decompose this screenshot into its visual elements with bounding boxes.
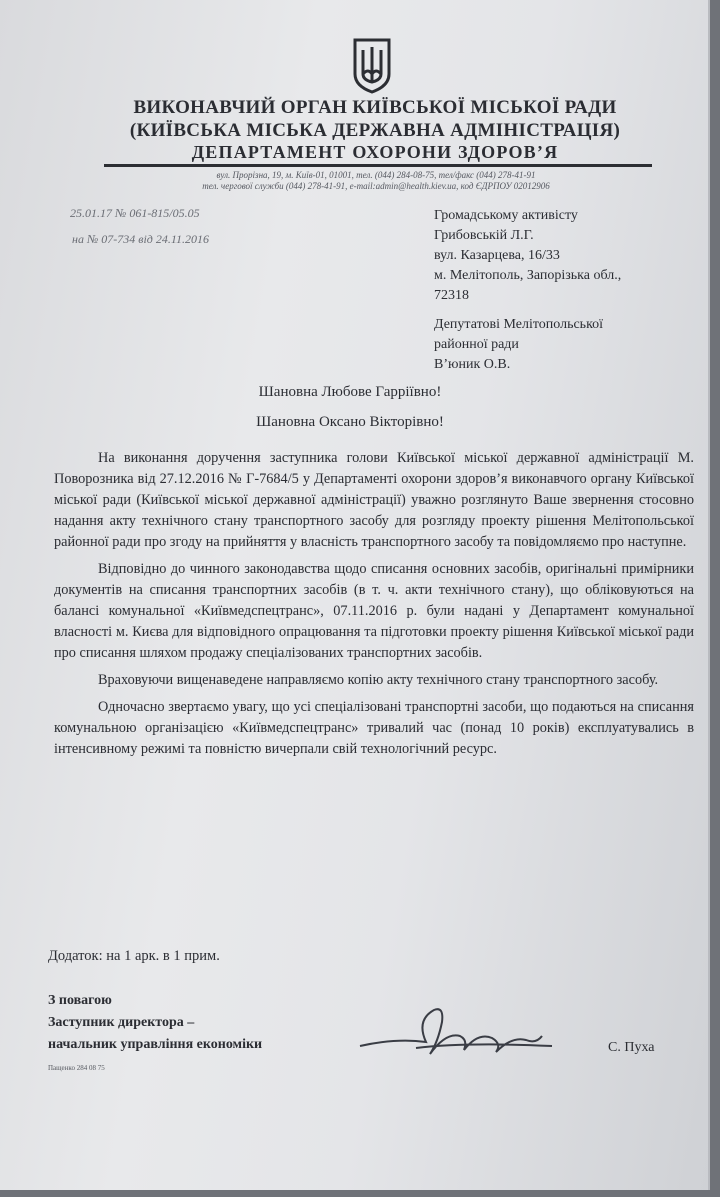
greeting-second: Шановна Оксано Вікторівно! <box>256 414 444 430</box>
letterhead-address-line2: тел. чергової служби (044) 278-41-91, e-mail:admin@health.kiev.ua, код ЄДРПОУ 02012906 <box>202 181 550 191</box>
letterhead-line2: (КИЇВСЬКА МІСЬКА ДЕРЖАВНА АДМІНІСТРАЦІЯ) <box>129 120 621 141</box>
handwritten-signature <box>356 1002 556 1062</box>
letterhead-department: ДЕПАРТАМЕНТ ОХОРОНИ ЗДОРОВ’Я <box>191 142 559 162</box>
greeting-first: Шановна Любове Гарріївно! <box>258 384 442 400</box>
closing-regards: З повагою <box>48 993 112 1008</box>
outgoing-reference: 25.01.17 № 061-815/05.05 <box>70 206 200 220</box>
signer-position: Заступник директора – начальник управління економіки <box>48 1015 263 1052</box>
recipient-activist: Громадському активісту Грибовській Л.Г. вул. Казарцева, 16/33 м. Мелітополь, Запорізька обл., 72318 <box>434 208 622 303</box>
body-paragraph: Відповідно до чинного законодавства щодо списання основних засобів, оригінальні примірники документів на списання транспортних засобів (в т. ч. акти технічного стану), що обліковуються на балансі комунальної «Київмедспецтранс», 07.11.2016 р. були надані у Департамент комунальної власності м. Києва для відповідного опрацювання та підготовки проекту рішення Київської міської ради про списання шляхом продажу спеціалізованих транспортних засобів. <box>54 561 694 661</box>
body-paragraph: Враховуючи вищенаведене направляємо копію акту технічного стану транспортного засобу. <box>98 672 659 688</box>
letterhead-line1: ВИКОНАВЧИЙ ОРГАН КИЇВСЬКОЇ МІСЬКОЇ РАДИ <box>133 97 617 118</box>
signer-name: С. Пуха <box>608 1040 655 1055</box>
executor-note: Пащенко 284 08 75 <box>48 1064 105 1072</box>
letterhead-divider <box>104 164 652 167</box>
body-paragraph: Одночасно звертаємо увагу, що усі спеціалізовані транспортні засоби, що подаються на списання комунальною організацією «Київмедспецтранс» тривалий час (понад 10 років) експлуатувались в інтенсивному режимі та повністю вичерпали свій технологічний ресурс. <box>54 699 694 757</box>
coat-of-arms-trident-icon <box>352 38 392 94</box>
body-paragraph: На виконання доручення заступника голови Київської міської державної адміністрації М. Поворозника від 27.12.2016 № Г-7684/5 у Департаменті охорони здоров’я виконавчого органу Київської міської ради (Київської міської державної адміністрації) уважно розглянуто Ваше звернення стосовно надання акту технічного стану транспортного засобу для розгляду проекту рішення Мелітопольської районної ради про згоду на прийняття у власність транспортного засобу та повідомляємо про наступне. <box>54 450 694 550</box>
letterhead-address-line1: вул. Прорізна, 19, м. Київ-01, 01001, тел. (044) 284-08-75, тел/факс (044) 278-41-91 <box>216 170 536 180</box>
attachment-note: Додаток: на 1 арк. в 1 прим. <box>48 948 220 964</box>
closing-block <box>48 990 262 1056</box>
recipient-deputy: Депутатові Мелітопольської районної ради В’юник О.В. <box>434 317 604 372</box>
letter-body <box>54 448 694 766</box>
incoming-reference: на № 07-734 від 24.11.2016 <box>72 232 209 246</box>
